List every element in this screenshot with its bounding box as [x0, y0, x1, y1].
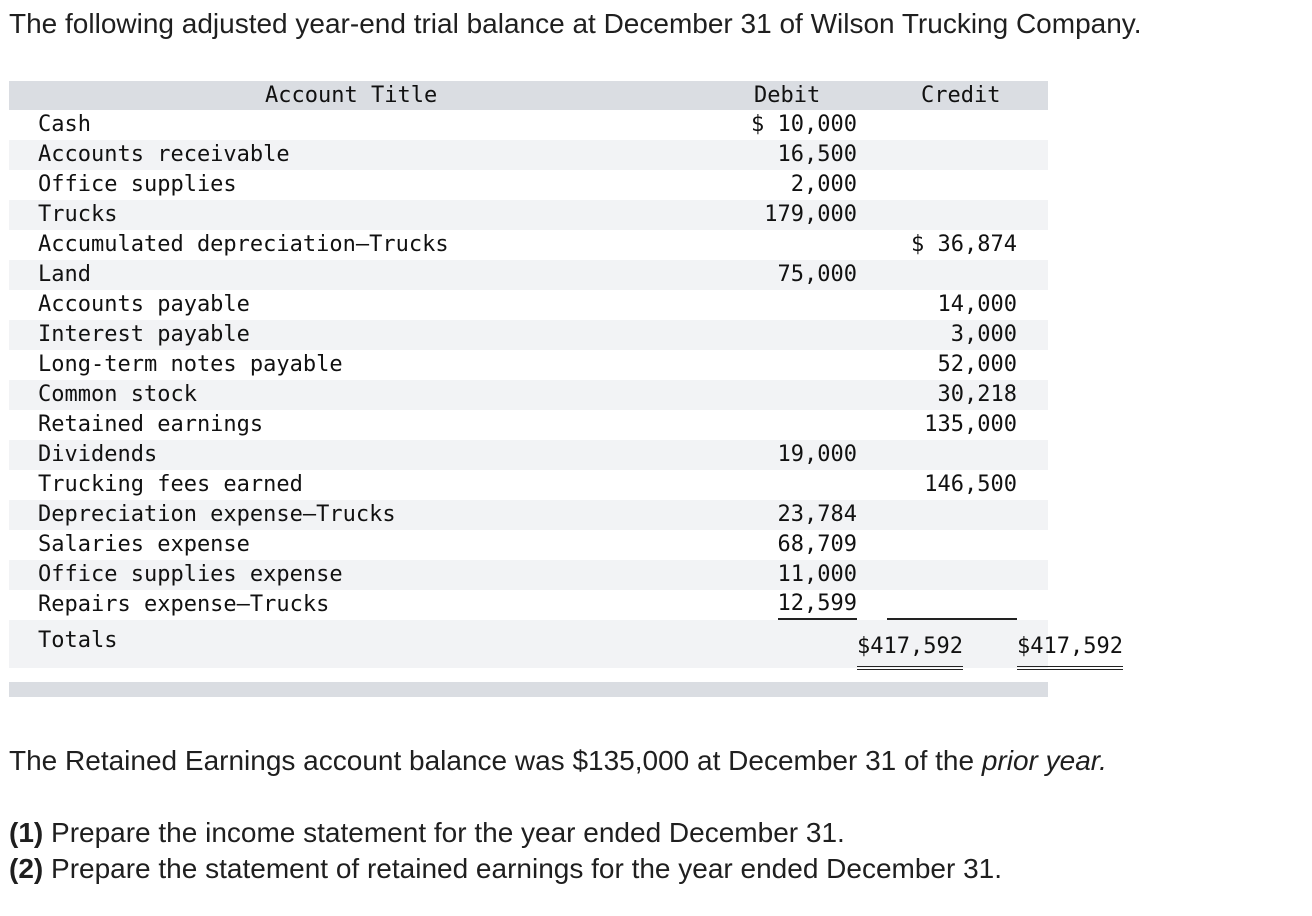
account-name: Common stock	[38, 382, 197, 407]
debit-value: 23,784	[777, 502, 857, 527]
table-body	[9, 110, 1123, 668]
debit-value: 12,599	[778, 590, 857, 620]
account-name: Accounts payable	[38, 292, 250, 317]
table-row	[9, 500, 1048, 530]
task-2-text: Prepare the statement of retained earnings for the year ended December 31.	[43, 853, 1003, 884]
debit-value: 75,000	[777, 262, 857, 287]
account-name: Office supplies	[38, 172, 237, 197]
table-row	[9, 170, 1048, 200]
task-1-text: Prepare the income statement for the year ended December 31.	[43, 817, 845, 848]
debit-value: 68,709	[777, 532, 857, 557]
account-name: Accumulated depreciation—Trucks	[38, 232, 449, 257]
retained-earnings-note	[9, 743, 1107, 779]
credit-value: $ 36,874	[911, 232, 1017, 257]
totals-debit-value: $417,592	[857, 632, 963, 670]
credit-value: 14,000	[937, 292, 1017, 317]
credit-value: 135,000	[924, 412, 1017, 437]
debit-value: 2,000	[790, 172, 857, 197]
header-account-title: Account Title	[265, 83, 438, 108]
task-2	[9, 851, 1002, 887]
account-name: Depreciation expense—Trucks	[38, 502, 396, 527]
task-1-number: (1)	[9, 817, 44, 848]
table-row	[9, 350, 1048, 380]
account-name: Trucking fees earned	[38, 472, 303, 497]
totals-row	[9, 620, 1123, 668]
account-name: Accounts receivable	[38, 142, 290, 167]
table-row	[9, 470, 1048, 500]
totals-credit-value: $417,592	[1017, 632, 1123, 670]
debit-value: 16,500	[777, 142, 857, 167]
trial-balance-table	[9, 81, 1123, 697]
table-row	[9, 200, 1048, 230]
debit-value: 11,000	[777, 562, 857, 587]
account-name: Salaries expense	[38, 532, 250, 557]
table-footer-bar	[9, 682, 1048, 697]
credit-value: 146,500	[924, 472, 1017, 497]
table-row	[9, 590, 1048, 620]
table-row	[9, 260, 1048, 290]
note-emphasis: prior year.	[981, 745, 1107, 776]
table-row	[9, 410, 1048, 440]
header-credit: Credit	[921, 83, 1001, 108]
intro-text: The following adjusted year-end trial balance at December 31 of Wilson Trucking Company.	[9, 8, 1142, 39]
totals-label: Totals	[38, 628, 118, 653]
table-row	[9, 110, 1048, 140]
debit-value: 179,000	[764, 202, 857, 227]
credit-value: 3,000	[950, 322, 1017, 347]
account-name: Interest payable	[38, 322, 250, 347]
table-row	[9, 440, 1048, 470]
table-header	[9, 81, 1048, 110]
table-row	[9, 230, 1048, 260]
credit-value: 52,000	[937, 352, 1017, 377]
credit-value: 30,218	[937, 382, 1017, 407]
account-name: Repairs expense—Trucks	[38, 592, 330, 617]
table-row	[9, 290, 1048, 320]
table-row	[9, 560, 1048, 590]
account-name: Land	[38, 262, 91, 287]
note-text: The Retained Earnings account balance was $135,000 at December 31 of the	[9, 745, 982, 776]
account-name: Cash	[38, 112, 91, 137]
account-name: Dividends	[38, 442, 158, 467]
table-row	[9, 140, 1048, 170]
task-2-number: (2)	[9, 853, 44, 884]
task-1	[9, 815, 845, 851]
table-row	[9, 530, 1048, 560]
debit-value: 19,000	[777, 442, 857, 467]
table-row	[9, 380, 1048, 410]
account-name: Office supplies expense	[38, 562, 343, 587]
header-debit: Debit	[754, 83, 821, 108]
account-name: Trucks	[38, 202, 118, 227]
account-name: Retained earnings	[38, 412, 264, 437]
table-row	[9, 320, 1048, 350]
account-name: Long-term notes payable	[38, 352, 343, 377]
debit-value: $ 10,000	[751, 112, 857, 137]
